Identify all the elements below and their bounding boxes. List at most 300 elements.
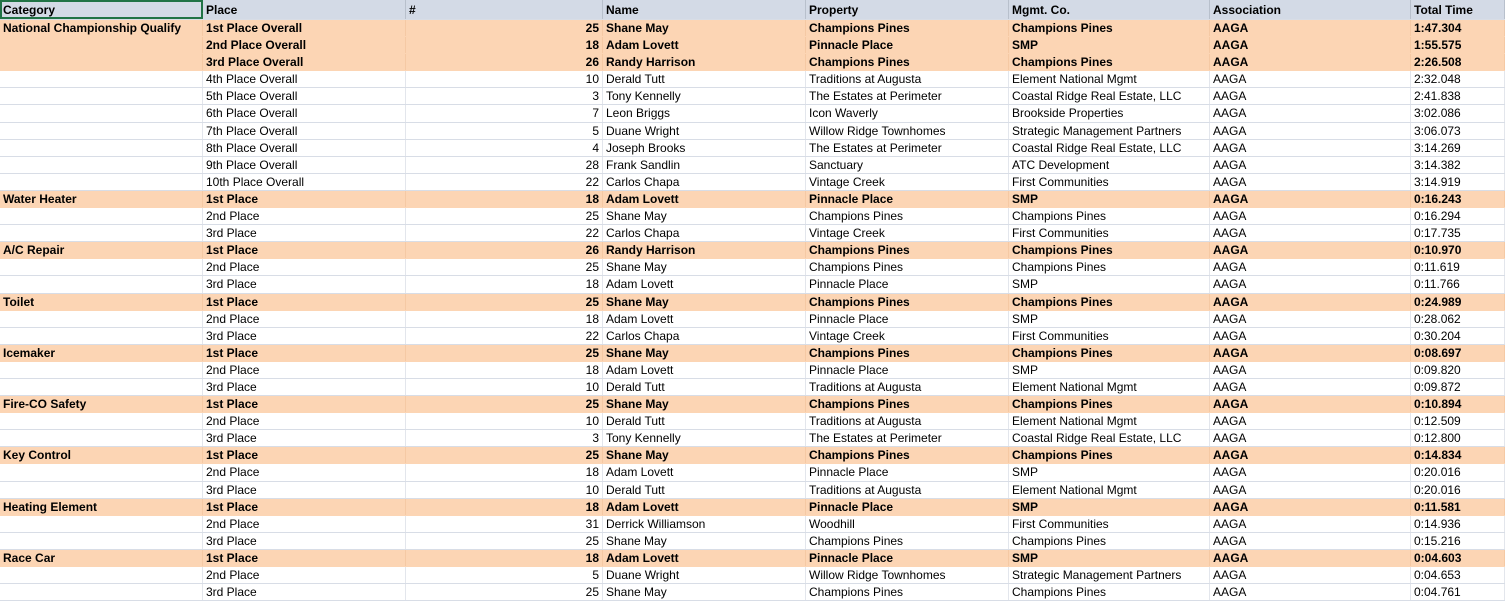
association-cell[interactable]: AAGA — [1210, 208, 1411, 224]
mgmt-cell[interactable]: Champions Pines — [1009, 259, 1210, 275]
place-cell[interactable]: 1st Place Overall — [203, 20, 406, 36]
category-cell[interactable] — [0, 71, 203, 87]
table-row — [0, 191, 1505, 208]
number-cell[interactable]: 18 — [406, 499, 603, 515]
property-cell[interactable]: Traditions at Augusta — [806, 482, 1009, 498]
place-cell[interactable]: 1st Place — [203, 294, 406, 310]
mgmt-cell[interactable]: Champions Pines — [1009, 294, 1210, 310]
place-cell[interactable]: 2nd Place — [203, 362, 406, 378]
number-cell[interactable]: 18 — [406, 37, 603, 53]
number-cell[interactable]: 25 — [406, 208, 603, 224]
table-row — [0, 242, 1505, 259]
category-cell[interactable] — [0, 208, 203, 224]
mgmt-cell[interactable]: Champions Pines — [1009, 54, 1210, 70]
number-cell[interactable]: 18 — [406, 362, 603, 378]
place-cell[interactable]: 3rd Place — [203, 533, 406, 549]
header-number-cell[interactable]: # — [406, 0, 603, 19]
name-cell[interactable]: Adam Lovett — [603, 550, 806, 566]
place-cell[interactable]: 4th Place Overall — [203, 71, 406, 87]
place-cell[interactable]: 2nd Place — [203, 464, 406, 480]
association-cell[interactable]: AAGA — [1210, 516, 1411, 532]
header-property-cell[interactable]: Property — [806, 0, 1009, 19]
association-cell[interactable]: AAGA — [1210, 259, 1411, 275]
mgmt-cell[interactable]: First Communities — [1009, 225, 1210, 241]
property-cell[interactable]: Champions Pines — [806, 294, 1009, 310]
number-cell[interactable]: 10 — [406, 482, 603, 498]
place-cell[interactable]: 1st Place — [203, 345, 406, 361]
property-cell[interactable]: Pinnacle Place — [806, 276, 1009, 292]
name-cell[interactable]: Tony Kennelly — [603, 430, 806, 446]
place-cell[interactable]: 2nd Place — [203, 259, 406, 275]
property-cell[interactable]: Traditions at Augusta — [806, 71, 1009, 87]
name-cell[interactable]: Leon Briggs — [603, 105, 806, 121]
property-cell[interactable]: Champions Pines — [806, 345, 1009, 361]
place-cell[interactable]: 10th Place Overall — [203, 174, 406, 190]
name-cell[interactable]: Derrick Williamson — [603, 516, 806, 532]
time-cell[interactable]: 1:47.304 — [1411, 20, 1505, 36]
time-cell[interactable]: 3:14.919 — [1411, 174, 1505, 190]
mgmt-cell[interactable]: Element National Mgmt — [1009, 71, 1210, 87]
mgmt-cell[interactable]: Brookside Properties — [1009, 105, 1210, 121]
association-cell[interactable]: AAGA — [1210, 550, 1411, 566]
property-cell[interactable]: Champions Pines — [806, 584, 1009, 600]
table-row — [0, 379, 1505, 396]
association-cell[interactable]: AAGA — [1210, 464, 1411, 480]
number-cell[interactable]: 5 — [406, 567, 603, 583]
property-cell[interactable]: Pinnacle Place — [806, 311, 1009, 327]
table-row — [0, 413, 1505, 430]
category-cell[interactable]: National Championship Qualify — [0, 20, 203, 36]
time-cell[interactable]: 0:08.697 — [1411, 345, 1505, 361]
mgmt-cell[interactable]: Champions Pines — [1009, 20, 1210, 36]
place-cell[interactable]: 3rd Place — [203, 482, 406, 498]
category-cell[interactable]: Race Car — [0, 550, 203, 566]
association-cell[interactable]: AAGA — [1210, 362, 1411, 378]
property-cell[interactable]: Willow Ridge Townhomes — [806, 123, 1009, 139]
mgmt-cell[interactable]: Champions Pines — [1009, 447, 1210, 463]
place-cell[interactable]: 2nd Place — [203, 208, 406, 224]
category-cell[interactable] — [0, 157, 203, 173]
number-cell[interactable]: 26 — [406, 242, 603, 258]
mgmt-cell[interactable]: Strategic Management Partners — [1009, 567, 1210, 583]
time-cell[interactable]: 0:11.581 — [1411, 499, 1505, 515]
mgmt-cell[interactable]: Champions Pines — [1009, 533, 1210, 549]
time-cell[interactable]: 0:04.653 — [1411, 567, 1505, 583]
place-cell[interactable]: 2nd Place Overall — [203, 37, 406, 53]
mgmt-cell[interactable]: Element National Mgmt — [1009, 379, 1210, 395]
mgmt-cell[interactable]: Champions Pines — [1009, 584, 1210, 600]
header-name-cell[interactable]: Name — [603, 0, 806, 19]
association-cell[interactable]: AAGA — [1210, 140, 1411, 156]
category-cell[interactable] — [0, 362, 203, 378]
table-row — [0, 430, 1505, 447]
header-mgmt-cell[interactable]: Mgmt. Co. — [1009, 0, 1210, 19]
number-cell[interactable]: 3 — [406, 88, 603, 104]
number-cell[interactable]: 5 — [406, 123, 603, 139]
time-cell[interactable]: 3:02.086 — [1411, 105, 1505, 121]
property-cell[interactable]: Willow Ridge Townhomes — [806, 567, 1009, 583]
property-cell[interactable]: Champions Pines — [806, 54, 1009, 70]
category-cell[interactable]: A/C Repair — [0, 242, 203, 258]
number-cell[interactable]: 25 — [406, 533, 603, 549]
property-cell[interactable]: Pinnacle Place — [806, 464, 1009, 480]
mgmt-cell[interactable]: SMP — [1009, 276, 1210, 292]
mgmt-cell[interactable]: SMP — [1009, 311, 1210, 327]
association-cell[interactable]: AAGA — [1210, 105, 1411, 121]
time-cell[interactable]: 0:14.834 — [1411, 447, 1505, 463]
category-cell[interactable]: Fire-CO Safety — [0, 396, 203, 412]
table-row — [0, 20, 1505, 37]
time-cell[interactable]: 0:10.894 — [1411, 396, 1505, 412]
association-cell[interactable]: AAGA — [1210, 328, 1411, 344]
number-cell[interactable]: 25 — [406, 396, 603, 412]
table-row — [0, 140, 1505, 157]
category-cell[interactable] — [0, 174, 203, 190]
place-cell[interactable]: 2nd Place — [203, 516, 406, 532]
name-cell[interactable]: Shane May — [603, 294, 806, 310]
association-cell[interactable]: AAGA — [1210, 71, 1411, 87]
name-cell[interactable]: Randy Harrison — [603, 242, 806, 258]
association-cell[interactable]: AAGA — [1210, 174, 1411, 190]
table-row — [0, 174, 1505, 191]
association-cell[interactable]: AAGA — [1210, 20, 1411, 36]
number-cell[interactable]: 25 — [406, 20, 603, 36]
mgmt-cell[interactable]: Coastal Ridge Real Estate, LLC — [1009, 430, 1210, 446]
mgmt-cell[interactable]: First Communities — [1009, 516, 1210, 532]
category-cell[interactable] — [0, 88, 203, 104]
name-cell[interactable]: Shane May — [603, 345, 806, 361]
name-cell[interactable]: Duane Wright — [603, 567, 806, 583]
category-cell[interactable] — [0, 584, 203, 600]
name-cell[interactable]: Adam Lovett — [603, 37, 806, 53]
table-row — [0, 311, 1505, 328]
header-category-cell[interactable]: Category — [0, 0, 203, 19]
property-cell[interactable]: Champions Pines — [806, 396, 1009, 412]
name-cell[interactable]: Shane May — [603, 208, 806, 224]
association-cell[interactable]: AAGA — [1210, 157, 1411, 173]
association-cell[interactable]: AAGA — [1210, 242, 1411, 258]
property-cell[interactable]: Pinnacle Place — [806, 362, 1009, 378]
time-cell[interactable]: 0:14.936 — [1411, 516, 1505, 532]
name-cell[interactable]: Adam Lovett — [603, 499, 806, 515]
table-row — [0, 88, 1505, 105]
association-cell[interactable]: AAGA — [1210, 225, 1411, 241]
number-cell[interactable]: 18 — [406, 550, 603, 566]
time-cell[interactable]: 3:14.269 — [1411, 140, 1505, 156]
name-cell[interactable]: Derald Tutt — [603, 482, 806, 498]
association-cell[interactable]: AAGA — [1210, 276, 1411, 292]
table-row — [0, 157, 1505, 174]
category-cell[interactable]: Key Control — [0, 447, 203, 463]
category-cell[interactable] — [0, 105, 203, 121]
place-cell[interactable]: 6th Place Overall — [203, 105, 406, 121]
name-cell[interactable]: Carlos Chapa — [603, 174, 806, 190]
header-place-cell[interactable]: Place — [203, 0, 406, 19]
name-cell[interactable]: Derald Tutt — [603, 413, 806, 429]
number-cell[interactable]: 18 — [406, 311, 603, 327]
association-cell[interactable]: AAGA — [1210, 37, 1411, 53]
property-cell[interactable]: Champions Pines — [806, 20, 1009, 36]
name-cell[interactable]: Adam Lovett — [603, 276, 806, 292]
time-cell[interactable]: 2:32.048 — [1411, 71, 1505, 87]
mgmt-cell[interactable]: Element National Mgmt — [1009, 413, 1210, 429]
association-cell[interactable]: AAGA — [1210, 345, 1411, 361]
category-cell[interactable] — [0, 533, 203, 549]
table-row — [0, 345, 1505, 362]
mgmt-cell[interactable]: SMP — [1009, 499, 1210, 515]
name-cell[interactable]: Adam Lovett — [603, 311, 806, 327]
place-cell[interactable]: 1st Place — [203, 396, 406, 412]
mgmt-cell[interactable]: Coastal Ridge Real Estate, LLC — [1009, 140, 1210, 156]
number-cell[interactable]: 18 — [406, 464, 603, 480]
place-cell[interactable]: 8th Place Overall — [203, 140, 406, 156]
time-cell[interactable]: 0:17.735 — [1411, 225, 1505, 241]
place-cell[interactable]: 7th Place Overall — [203, 123, 406, 139]
property-cell[interactable]: The Estates at Perimeter — [806, 140, 1009, 156]
number-cell[interactable]: 3 — [406, 430, 603, 446]
name-cell[interactable]: Derald Tutt — [603, 379, 806, 395]
place-cell[interactable]: 3rd Place — [203, 379, 406, 395]
category-cell[interactable] — [0, 140, 203, 156]
category-cell[interactable] — [0, 276, 203, 292]
number-cell[interactable]: 10 — [406, 413, 603, 429]
mgmt-cell[interactable]: Champions Pines — [1009, 396, 1210, 412]
place-cell[interactable]: 2nd Place — [203, 413, 406, 429]
property-cell[interactable]: The Estates at Perimeter — [806, 430, 1009, 446]
mgmt-cell[interactable]: SMP — [1009, 191, 1210, 207]
number-cell[interactable]: 22 — [406, 328, 603, 344]
number-cell[interactable]: 25 — [406, 259, 603, 275]
time-cell[interactable]: 0:09.820 — [1411, 362, 1505, 378]
property-cell[interactable]: Icon Waverly — [806, 105, 1009, 121]
category-cell[interactable]: Heating Element — [0, 499, 203, 515]
property-cell[interactable]: Vintage Creek — [806, 174, 1009, 190]
category-cell[interactable] — [0, 54, 203, 70]
number-cell[interactable]: 25 — [406, 345, 603, 361]
name-cell[interactable]: Shane May — [603, 396, 806, 412]
place-cell[interactable]: 1st Place — [203, 499, 406, 515]
time-cell[interactable]: 2:41.838 — [1411, 88, 1505, 104]
association-cell[interactable]: AAGA — [1210, 379, 1411, 395]
property-cell[interactable]: Pinnacle Place — [806, 550, 1009, 566]
name-cell[interactable]: Shane May — [603, 584, 806, 600]
category-cell[interactable] — [0, 225, 203, 241]
association-cell[interactable]: AAGA — [1210, 88, 1411, 104]
category-cell[interactable] — [0, 37, 203, 53]
number-cell[interactable]: 22 — [406, 174, 603, 190]
time-cell[interactable]: 0:04.603 — [1411, 550, 1505, 566]
property-cell[interactable]: Champions Pines — [806, 242, 1009, 258]
category-cell[interactable] — [0, 482, 203, 498]
place-cell[interactable]: 2nd Place — [203, 311, 406, 327]
property-cell[interactable]: Traditions at Augusta — [806, 413, 1009, 429]
number-cell[interactable]: 4 — [406, 140, 603, 156]
header-association-cell[interactable]: Association — [1210, 0, 1411, 19]
time-cell[interactable]: 0:30.204 — [1411, 328, 1505, 344]
property-cell[interactable]: Champions Pines — [806, 208, 1009, 224]
mgmt-cell[interactable]: First Communities — [1009, 328, 1210, 344]
category-cell[interactable] — [0, 328, 203, 344]
category-cell[interactable] — [0, 123, 203, 139]
category-cell[interactable] — [0, 379, 203, 395]
association-cell[interactable]: AAGA — [1210, 430, 1411, 446]
category-cell[interactable] — [0, 464, 203, 480]
number-cell[interactable]: 7 — [406, 105, 603, 121]
number-cell[interactable]: 25 — [406, 447, 603, 463]
name-cell[interactable]: Tony Kennelly — [603, 88, 806, 104]
header-time-cell[interactable]: Total Time — [1411, 0, 1505, 19]
table-body — [0, 20, 1505, 601]
property-cell[interactable]: Pinnacle Place — [806, 191, 1009, 207]
mgmt-cell[interactable]: Coastal Ridge Real Estate, LLC — [1009, 88, 1210, 104]
table-row — [0, 328, 1505, 345]
name-cell[interactable]: Carlos Chapa — [603, 328, 806, 344]
time-cell[interactable]: 0:11.766 — [1411, 276, 1505, 292]
place-cell[interactable]: 3rd Place — [203, 430, 406, 446]
time-cell[interactable]: 0:11.619 — [1411, 259, 1505, 275]
property-cell[interactable]: Traditions at Augusta — [806, 379, 1009, 395]
name-cell[interactable]: Shane May — [603, 20, 806, 36]
time-cell[interactable]: 1:55.575 — [1411, 37, 1505, 53]
name-cell[interactable]: Derald Tutt — [603, 71, 806, 87]
association-cell[interactable]: AAGA — [1210, 482, 1411, 498]
place-cell[interactable]: 1st Place — [203, 191, 406, 207]
mgmt-cell[interactable]: SMP — [1009, 37, 1210, 53]
association-cell[interactable]: AAGA — [1210, 447, 1411, 463]
association-cell[interactable]: AAGA — [1210, 396, 1411, 412]
place-cell[interactable]: 5th Place Overall — [203, 88, 406, 104]
category-cell[interactable]: Water Heater — [0, 191, 203, 207]
mgmt-cell[interactable]: Element National Mgmt — [1009, 482, 1210, 498]
name-cell[interactable]: Randy Harrison — [603, 54, 806, 70]
time-cell[interactable]: 0:10.970 — [1411, 242, 1505, 258]
number-cell[interactable]: 25 — [406, 584, 603, 600]
place-cell[interactable]: 3rd Place — [203, 225, 406, 241]
number-cell[interactable]: 25 — [406, 294, 603, 310]
time-cell[interactable]: 3:06.073 — [1411, 123, 1505, 139]
time-cell[interactable]: 0:20.016 — [1411, 464, 1505, 480]
place-cell[interactable]: 1st Place — [203, 447, 406, 463]
place-cell[interactable]: 9th Place Overall — [203, 157, 406, 173]
property-cell[interactable]: The Estates at Perimeter — [806, 88, 1009, 104]
association-cell[interactable]: AAGA — [1210, 191, 1411, 207]
time-cell[interactable]: 0:20.016 — [1411, 482, 1505, 498]
association-cell[interactable]: AAGA — [1210, 567, 1411, 583]
property-cell[interactable]: Vintage Creek — [806, 328, 1009, 344]
place-cell[interactable]: 3rd Place — [203, 584, 406, 600]
property-cell[interactable]: Vintage Creek — [806, 225, 1009, 241]
name-cell[interactable]: Shane May — [603, 259, 806, 275]
mgmt-cell[interactable]: Champions Pines — [1009, 208, 1210, 224]
time-cell[interactable]: 0:28.062 — [1411, 311, 1505, 327]
place-cell[interactable]: 1st Place — [203, 550, 406, 566]
table-row — [0, 533, 1505, 550]
category-cell[interactable] — [0, 567, 203, 583]
time-cell[interactable]: 3:14.382 — [1411, 157, 1505, 173]
property-cell[interactable]: Sanctuary — [806, 157, 1009, 173]
number-cell[interactable]: 10 — [406, 71, 603, 87]
name-cell[interactable]: Carlos Chapa — [603, 225, 806, 241]
association-cell[interactable]: AAGA — [1210, 413, 1411, 429]
property-cell[interactable]: Woodhill — [806, 516, 1009, 532]
name-cell[interactable]: Joseph Brooks — [603, 140, 806, 156]
association-cell[interactable]: AAGA — [1210, 584, 1411, 600]
time-cell[interactable]: 0:16.243 — [1411, 191, 1505, 207]
name-cell[interactable]: Adam Lovett — [603, 191, 806, 207]
number-cell[interactable]: 10 — [406, 379, 603, 395]
mgmt-cell[interactable]: ATC Development — [1009, 157, 1210, 173]
number-cell[interactable]: 18 — [406, 276, 603, 292]
association-cell[interactable]: AAGA — [1210, 123, 1411, 139]
category-cell[interactable] — [0, 259, 203, 275]
property-cell[interactable]: Champions Pines — [806, 259, 1009, 275]
name-cell[interactable]: Shane May — [603, 447, 806, 463]
time-cell[interactable]: 0:09.872 — [1411, 379, 1505, 395]
association-cell[interactable]: AAGA — [1210, 294, 1411, 310]
name-cell[interactable]: Frank Sandlin — [603, 157, 806, 173]
time-cell[interactable]: 0:12.509 — [1411, 413, 1505, 429]
mgmt-cell[interactable]: First Communities — [1009, 174, 1210, 190]
name-cell[interactable]: Adam Lovett — [603, 464, 806, 480]
mgmt-cell[interactable]: SMP — [1009, 464, 1210, 480]
mgmt-cell[interactable]: Champions Pines — [1009, 242, 1210, 258]
time-cell[interactable]: 0:04.761 — [1411, 584, 1505, 600]
association-cell[interactable]: AAGA — [1210, 499, 1411, 515]
association-cell[interactable]: AAGA — [1210, 533, 1411, 549]
table-row — [0, 259, 1505, 276]
time-cell[interactable]: 0:24.989 — [1411, 294, 1505, 310]
category-cell[interactable]: Toilet — [0, 294, 203, 310]
mgmt-cell[interactable]: SMP — [1009, 550, 1210, 566]
number-cell[interactable]: 26 — [406, 54, 603, 70]
name-cell[interactable]: Shane May — [603, 533, 806, 549]
table-row — [0, 482, 1505, 499]
property-cell[interactable]: Champions Pines — [806, 447, 1009, 463]
number-cell[interactable]: 31 — [406, 516, 603, 532]
time-cell[interactable]: 0:12.800 — [1411, 430, 1505, 446]
time-cell[interactable]: 2:26.508 — [1411, 54, 1505, 70]
number-cell[interactable]: 22 — [406, 225, 603, 241]
property-cell[interactable]: Pinnacle Place — [806, 37, 1009, 53]
mgmt-cell[interactable]: SMP — [1009, 362, 1210, 378]
table-row — [0, 516, 1505, 533]
category-cell[interactable] — [0, 311, 203, 327]
association-cell[interactable]: AAGA — [1210, 311, 1411, 327]
mgmt-cell[interactable]: Champions Pines — [1009, 345, 1210, 361]
name-cell[interactable]: Adam Lovett — [603, 362, 806, 378]
place-cell[interactable]: 3rd Place Overall — [203, 54, 406, 70]
time-cell[interactable]: 0:16.294 — [1411, 208, 1505, 224]
category-cell[interactable]: Icemaker — [0, 345, 203, 361]
category-cell[interactable] — [0, 516, 203, 532]
number-cell[interactable]: 18 — [406, 191, 603, 207]
name-cell[interactable]: Duane Wright — [603, 123, 806, 139]
time-cell[interactable]: 0:15.216 — [1411, 533, 1505, 549]
property-cell[interactable]: Pinnacle Place — [806, 499, 1009, 515]
number-cell[interactable]: 28 — [406, 157, 603, 173]
table-row — [0, 294, 1505, 311]
property-cell[interactable]: Champions Pines — [806, 533, 1009, 549]
place-cell[interactable]: 3rd Place — [203, 276, 406, 292]
category-cell[interactable] — [0, 413, 203, 429]
category-cell[interactable] — [0, 430, 203, 446]
place-cell[interactable]: 2nd Place — [203, 567, 406, 583]
mgmt-cell[interactable]: Strategic Management Partners — [1009, 123, 1210, 139]
place-cell[interactable]: 3rd Place — [203, 328, 406, 344]
association-cell[interactable]: AAGA — [1210, 54, 1411, 70]
place-cell[interactable]: 1st Place — [203, 242, 406, 258]
table-row — [0, 208, 1505, 225]
